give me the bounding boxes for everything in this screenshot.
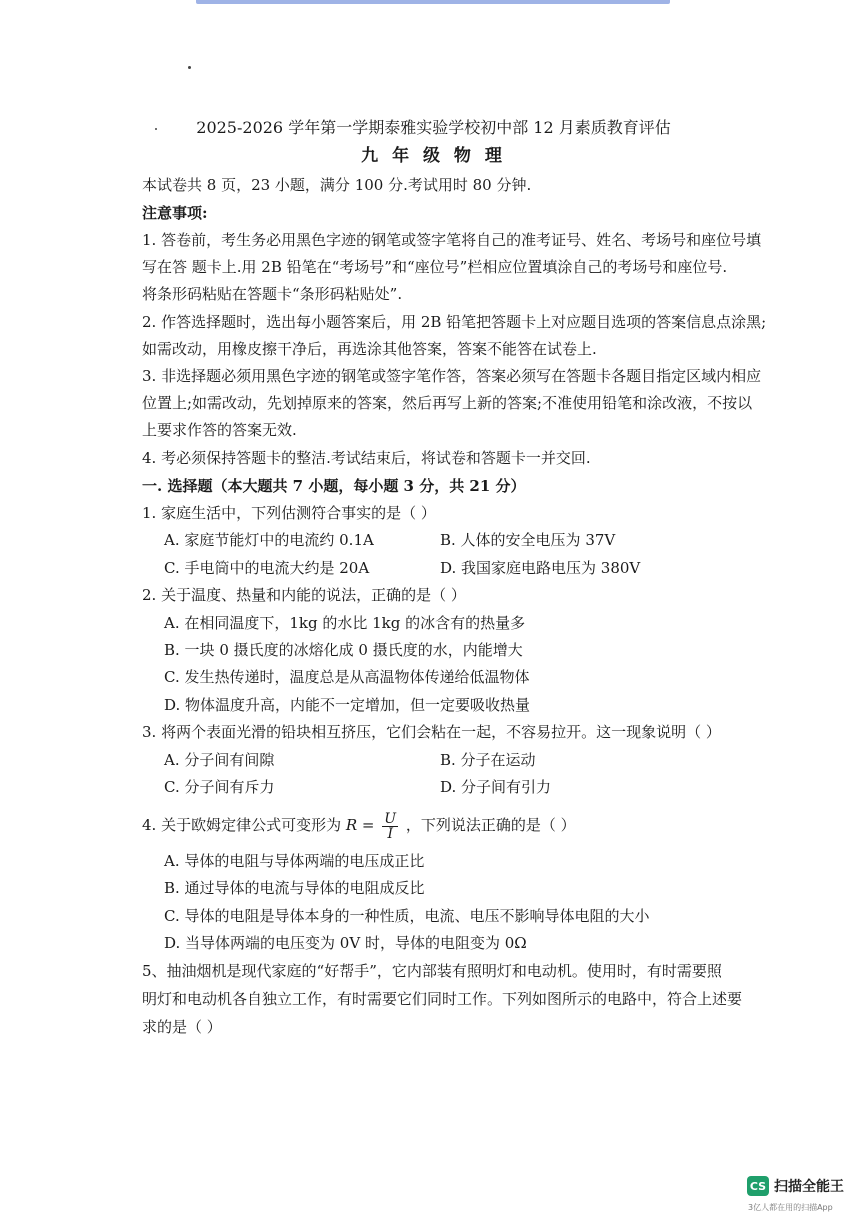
formula-lhs: R = (345, 816, 375, 834)
note-line: 4. 考必须保持答题卡的整洁.考试结束后，将试卷和答题卡一并交回. (142, 449, 591, 467)
note-line: 1. 答卷前，考生务必用黑色字迹的钢笔或签字笔将自己的准考证号、姓名、考场号和座位号填 (142, 231, 762, 249)
formula-fraction (382, 812, 398, 841)
scan-top-edge (196, 0, 670, 4)
q2-option-c: C. 发生热传递时，温度总是从高温物体传递给低温物体 (164, 668, 530, 686)
note-line: 3. 非选择题必须用黑色字迹的钢笔或签字笔作答，答案必须写在答题卡各题目指定区域内相应 (142, 367, 762, 385)
formula-numerator: U (384, 810, 397, 827)
q3-option-a: A. 分子间有间隙 (164, 751, 275, 769)
q2-option-a: A. 在相同温度下，1kg 的水比 1kg 的冰含有的热量多 (164, 614, 526, 632)
q4-stem-pre: 4. 关于欧姆定律公式可变形为 (142, 816, 342, 834)
q4-option-c: C. 导体的电阻是导体本身的一种性质，电流、电压不影响导体电阻的大小 (164, 907, 650, 925)
q4-option-a: A. 导体的电阻与导体两端的电压成正比 (164, 852, 425, 870)
scanner-logo-icon: CS (747, 1176, 769, 1196)
note-line: 2. 作答选择题时，选出每小题答案后，用 2B 铅笔把答题卡上对应题目选项的答案信息点涂黑; (142, 313, 767, 331)
notes-heading: 注意事项: (142, 204, 208, 222)
section-heading: 一. 选择题（本大题共 7 小题，每小题 3 分，共 21 分） (142, 477, 526, 495)
question-2-stem: 2. 关于温度、热量和内能的说法，正确的是（ ） (142, 586, 466, 604)
question-3-stem: 3. 将两个表面光滑的铅块相互挤压，它们会粘在一起，不容易拉开。这一现象说明（ ） (142, 723, 721, 741)
scan-speck (188, 66, 191, 69)
formula-denominator: I (387, 825, 393, 842)
exam-info: 本试卷共 8 页，23 小题，满分 100 分.考试用时 80 分钟. (142, 176, 532, 194)
question-1-stem: 1. 家庭生活中，下列估测符合事实的是（ ） (142, 504, 436, 522)
q1-option-c: C. 手电筒中的电流大约是 20A (164, 559, 370, 577)
question-5-line: 明灯和电动机各自独立工作，有时需要它们同时工作。下列如图所示的电路中，符合上述要 (142, 990, 743, 1008)
q2-option-b: B. 一块 0 摄氏度的冰熔化成 0 摄氏度的水，内能增大 (164, 641, 523, 659)
exam-title: 2025-2026 学年第一学期泰雅实验学校初中部 12 月素质教育评估 (196, 118, 671, 137)
scanner-watermark (747, 1176, 844, 1196)
q4-stem-post: ，下列说法正确的是（ ） (405, 816, 576, 834)
q1-option-d: D. 我国家庭电路电压为 380V (440, 559, 641, 577)
q1-option-a: A. 家庭节能灯中的电流约 0.1A (164, 531, 374, 549)
note-line: 将条形码粘贴在答题卡“条形码粘贴处”. (142, 285, 403, 303)
q2-option-d: D. 物体温度升高，内能不一定增加，但一定要吸收热量 (164, 696, 531, 714)
note-line: 位置上;如需改动，先划掉原来的答案，然后再写上新的答案;不准使用铅笔和涂改液，不按以 (142, 394, 753, 412)
q4-option-b: B. 通过导体的电流与导体的电阻成反比 (164, 879, 425, 897)
question-5-line: 求的是（ ） (142, 1018, 222, 1036)
q3-option-d: D. 分子间有引力 (440, 778, 552, 796)
scanner-name: 扫描全能王 (774, 1179, 844, 1195)
q3-option-c: C. 分子间有斥力 (164, 778, 275, 796)
q1-option-b: B. 人体的安全电压为 37V (440, 531, 616, 549)
subject-title: 九 年 级 物 理 (361, 146, 506, 166)
q4-option-d: D. 当导体两端的电压变为 0V 时，导体的电阻变为 0Ω (164, 934, 527, 952)
question-5-line: 5、抽油烟机是现代家庭的“好帮手”，它内部装有照明灯和电动机。使用时，有时需要照 (142, 962, 722, 980)
question-4-stem (142, 806, 576, 844)
q3-option-b: B. 分子在运动 (440, 751, 536, 769)
scanner-tagline: 3亿人都在用的扫描App (748, 1203, 833, 1212)
note-line: 上要求作答的答案无效. (142, 421, 297, 439)
note-line: 如需改动，用橡皮擦干净后，再选涂其他答案，答案不能答在试卷上. (142, 340, 597, 358)
note-line: 写在答 题卡上.用 2B 铅笔在“考场号”和“座位号”栏相应位置填涂自己的考场号和座位号. (142, 258, 728, 276)
